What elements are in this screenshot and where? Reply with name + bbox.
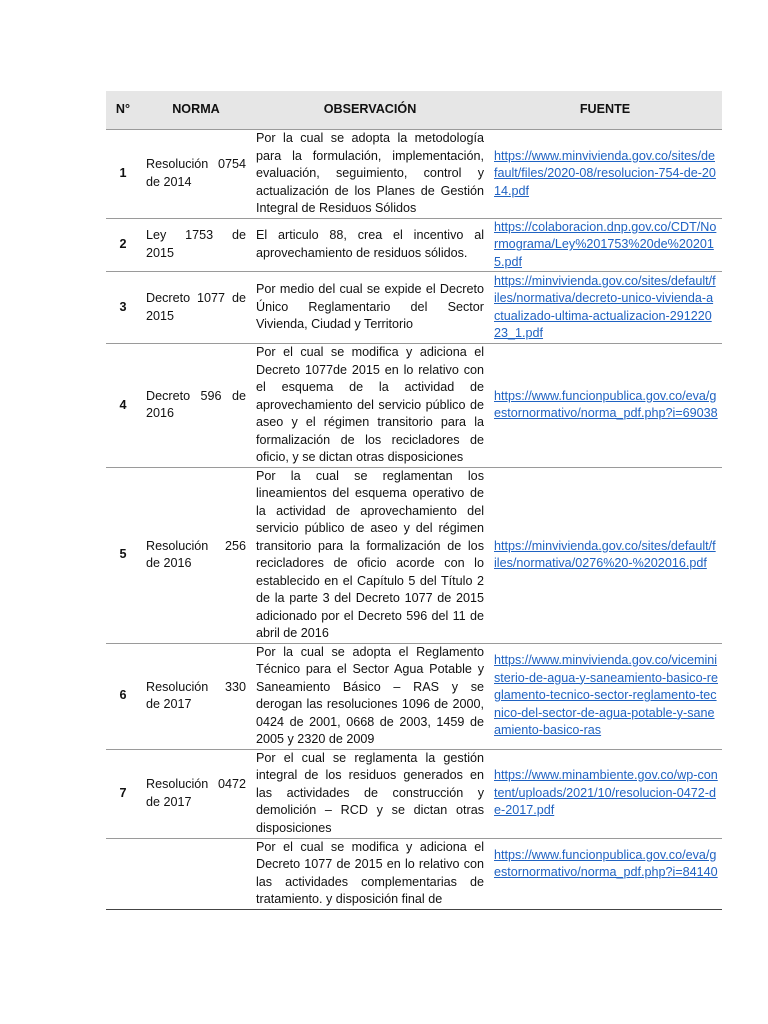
- row-number: 6: [106, 643, 140, 749]
- table-row: [106, 130, 722, 219]
- row-norma: Resolución 0754 de 2014: [140, 130, 252, 219]
- row-norma: Resolución 0472 de 2017: [140, 749, 252, 838]
- header-observacion: OBSERVACIÓN: [252, 91, 488, 130]
- row-norma: [140, 838, 252, 909]
- row-observacion: Por la cual se adopta la metodología para la formulación, implementación, evaluación, seguimiento, control y actualización de los Planes de Gestión Integral de Residuos Sólidos: [252, 130, 488, 219]
- row-observacion: El articulo 88, crea el incentivo al aprovechamiento de residuos sólidos.: [252, 218, 488, 272]
- table-row: [106, 643, 722, 749]
- table-header-row: [106, 91, 722, 130]
- row-number: [106, 838, 140, 909]
- header-norma: NORMA: [140, 91, 252, 130]
- row-fuente-link[interactable]: https://www.minvivienda.gov.co/sites/default/files/2020-08/resolucion-754-de-2014.pdf: [494, 148, 716, 198]
- row-fuente-link[interactable]: https://www.funcionpublica.gov.co/eva/gestornormativo/norma_pdf.php?i=69038: [494, 388, 718, 421]
- row-number: 4: [106, 344, 140, 468]
- row-fuente-link[interactable]: https://colaboracion.dnp.gov.co/CDT/Normograma/Ley%201753%20de%202015.pdf: [494, 219, 717, 269]
- row-norma: Ley 1753 de 2015: [140, 218, 252, 272]
- row-observacion: [252, 838, 488, 909]
- table-row: [106, 749, 722, 838]
- row-number: 5: [106, 467, 140, 643]
- row-norma: Resolución 330 de 2017: [140, 643, 252, 749]
- row-norma: Resolución 256 de 2016: [140, 467, 252, 643]
- header-num: N°: [106, 91, 140, 130]
- row-fuente-link[interactable]: https://www.minambiente.gov.co/wp-content/uploads/2021/10/resolucion-0472-de-2017.pdf: [494, 768, 718, 818]
- row-number: 2: [106, 218, 140, 272]
- row-norma: Decreto 1077 de 2015: [140, 272, 252, 344]
- row-observacion: Por el cual se reglamenta la gestión integral de los residuos generados en las actividades de construcción y demolición – RCD y se dictan otras disposiciones: [252, 749, 488, 838]
- row-observacion: Por la cual se reglamentan los lineamientos del esquema operativo de la actividad de aprovechamiento del servicio público de aseo y del régimen transitorio para la formalización de los recicladores de oficio acorde con lo establecido en el Capítulo 5 del Título 2 de la parte 3 del Decreto 1077 de 2015 adicionado por el Decreto 596 del 11 de abril de 2016: [252, 467, 488, 643]
- row-number: 3: [106, 272, 140, 344]
- table-row: [106, 467, 722, 643]
- table-row: [106, 272, 722, 344]
- table-row: [106, 218, 722, 272]
- row-fuente-link[interactable]: https://www.minvivienda.gov.co/viceministerio-de-agua-y-saneamiento-basico-reglamento-tecnico-sector-reglamento-tecnico-del-sector-de-agua-potable-y-saneamiento-basico-ras: [494, 653, 718, 738]
- normativa-table: [106, 91, 722, 910]
- table-row: [106, 838, 722, 909]
- row-norma: Decreto 596 de 2016: [140, 344, 252, 468]
- row-observacion-text: Por el cual se modifica y adiciona el Decreto 1077 de 2015 en lo relativo con las actividades complementarias de tratamiento. y disposición final de: [256, 839, 484, 906]
- row-observacion: Por la cual se adopta el Reglamento Técnico para el Sector Agua Potable y Saneamiento Básico – RAS y se derogan las resoluciones 1096 de 2000, 0424 de 2001, 0668 de 2003, 1459 de 2005 y 2320 de 2009: [252, 643, 488, 749]
- table-row: [106, 344, 722, 468]
- row-number: 7: [106, 749, 140, 838]
- row-number: 1: [106, 130, 140, 219]
- row-fuente-link[interactable]: https://minvivienda.gov.co/sites/default/files/normativa/decreto-unico-vivienda-actualizado-ultima-actualizacion-29122023_1.pdf: [494, 273, 716, 340]
- header-fuente: FUENTE: [488, 91, 722, 130]
- row-fuente-link[interactable]: https://minvivienda.gov.co/sites/default/files/normativa/0276%20-%202016.pdf: [494, 538, 716, 570]
- row-fuente-link[interactable]: https://www.funcionpublica.gov.co/eva/gestornormativo/norma_pdf.php?i=84140: [494, 847, 718, 879]
- row-observacion: Por el cual se modifica y adiciona el Decreto 1077de 2015 en lo relativo con el esquema de la actividad de aprovechamiento del servicio público de aseo y el régimen transitorio para la formalización de los recicladores de oficio, y se dictan otras disposiciones: [252, 344, 488, 468]
- row-observacion: Por medio del cual se expide el Decreto Único Reglamentario del Sector Vivienda, Ciudad y Territorio: [252, 272, 488, 344]
